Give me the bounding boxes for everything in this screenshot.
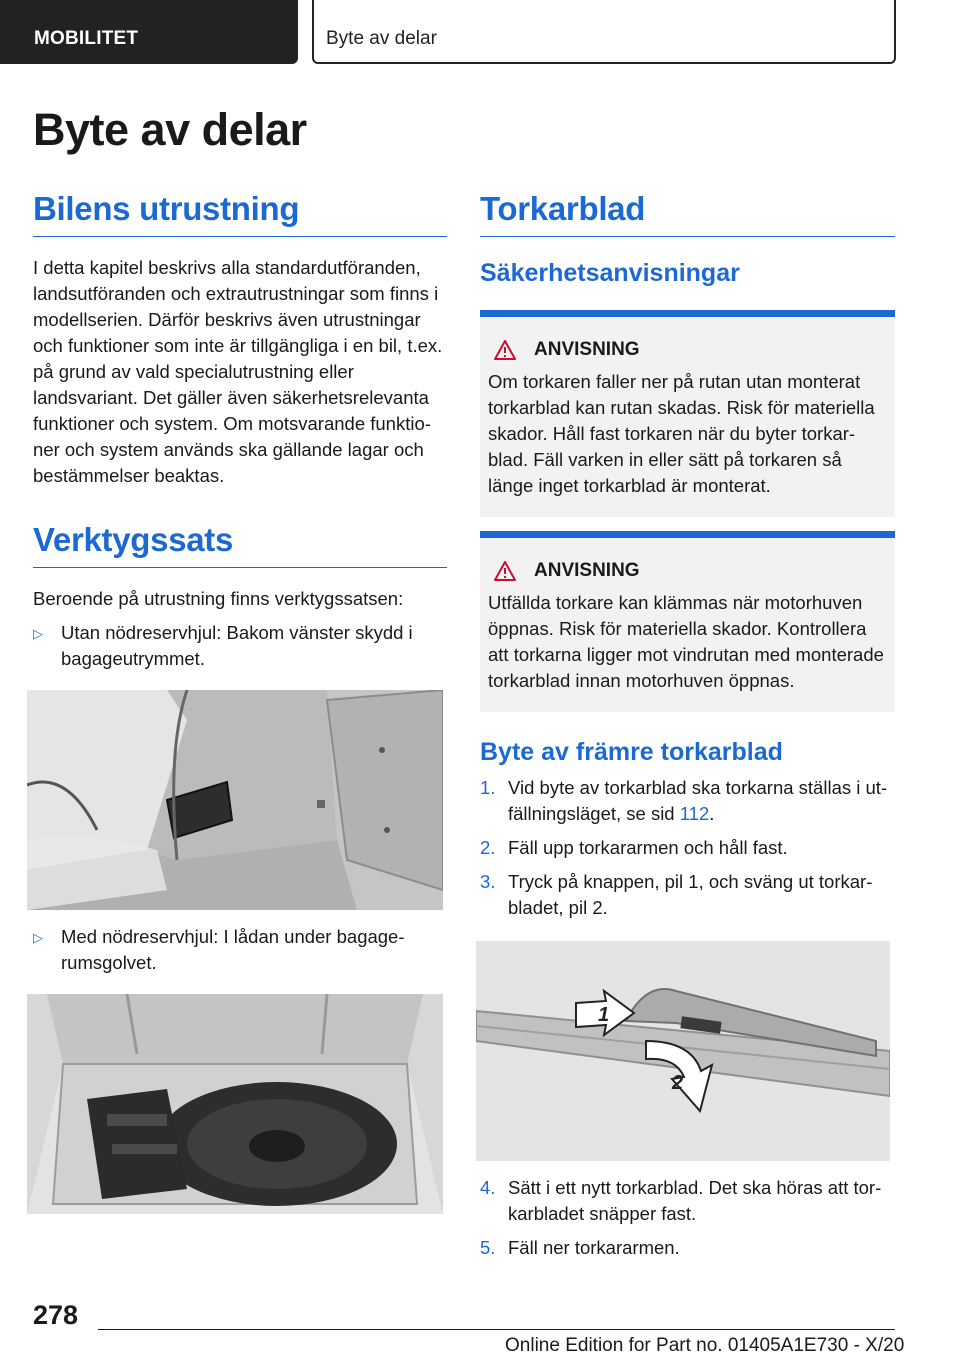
notice-text: Om torkaren faller ner på rutan utan monterat torkarblad kan rutan skadas. Risk för materiella skador. Håll fast torkaren när du byter torkarblad. Fäll varken in eller sätt på torkaren så länge inget torkarblad är monterat. [488, 371, 875, 496]
list-item [480, 835, 895, 861]
left-column [33, 190, 447, 1214]
heading-front-wiper: Byte av främre torkarblad [480, 738, 783, 766]
header-chapter-label: Byte av delar [326, 28, 437, 49]
right-column [480, 190, 895, 1261]
heading-safety-notes: Säkerhetsanvisningar [480, 259, 740, 287]
step-number: 3. [480, 871, 496, 892]
arrow-2-label: 2 [672, 1072, 684, 1094]
page-title: Byte av delar [33, 104, 307, 155]
spare-wheel-photo [27, 994, 443, 1214]
header-chapter-box [312, 0, 896, 64]
notice-text: Utfällda torkare kan klämmas när motorhuven öppnas. Risk för materiella skador. Kontrollera att torkarna ligger mot vindrutan med monterade torkarblad innan motorhuven öppnas. [488, 592, 884, 691]
step-number: 2. [480, 837, 496, 858]
step-number: 4. [480, 1177, 496, 1198]
warning-triangle-icon [494, 340, 516, 360]
arrow-1-label: 1 [598, 1004, 610, 1026]
list-item [480, 775, 895, 827]
notice-box [480, 310, 895, 517]
step-text: Vid byte av torkarblad ska torkarna ställas i utfällningsläget, se sid 112. [508, 777, 888, 824]
triangle-bullet-icon: ▷ [33, 626, 43, 641]
list-item [33, 620, 447, 672]
notice-label: ANVISNING [534, 560, 640, 581]
warning-triangle-icon [494, 561, 516, 581]
footer-edition: Online Edition for Part no. 01405A1E730 - X/20 [505, 1335, 905, 1356]
page-number: 278 [33, 1300, 79, 1330]
list-item [480, 1235, 895, 1261]
notice-box [480, 531, 895, 712]
spare-wheel-illustration [27, 994, 443, 1214]
step-text: Sätt i ett nytt torkarblad. Det ska höras att torkarbladet snäpper fast. [508, 1177, 882, 1224]
trunk-side-panel-photo [27, 690, 443, 910]
step-text: Tryck på knappen, pil 1, och sväng ut torkarbladet, pil 2. [508, 871, 873, 918]
list-item [480, 1175, 895, 1227]
step-number: 1. [480, 777, 496, 798]
bullet-text: Utan nödreservhjul: Bakom vänster skydd i bagageutrymmet. [61, 622, 413, 669]
wiper-blade-illustration [476, 941, 890, 1161]
wiper-blade-drawing [476, 941, 890, 1161]
heading-vehicle-equipment: Bilens utrustning [33, 190, 447, 237]
notice-label: ANVISNING [534, 339, 640, 360]
footer-divider [98, 1329, 895, 1330]
toolkit-intro: Beroende på utrustning finns verktygssatsen: [33, 588, 404, 609]
bullet-text: Med nödreservhjul: I lådan under bagagerumsgolvet. [61, 926, 405, 973]
step-number: 5. [480, 1237, 496, 1258]
list-item [480, 869, 895, 921]
trunk-side-panel-illustration [27, 690, 443, 910]
triangle-bullet-icon: ▷ [33, 930, 43, 945]
header-section-tab [0, 0, 298, 64]
heading-wiper-blades: Torkarblad [480, 190, 895, 237]
step-text: Fäll ner torkararmen. [508, 1237, 680, 1258]
page-link[interactable]: 112 [679, 803, 710, 824]
heading-toolkit: Verktygssats [33, 521, 447, 568]
list-item [33, 924, 447, 976]
header-section-label: MOBILITET [34, 28, 139, 49]
equipment-paragraph: I detta kapitel beskrivs alla standardutföranden, landsutföranden och extrautrustningar som finns i modellserien. Därför beskrivs även utrustningar och funktioner som inte är tillgängliga i en bil, t.ex. på grund av vald specialutrustning eller landsvariant. Det gäller även säkerhetsrelevanta funktioner och system. Om motsvarande funktioner och system används ska gällande lagar och bestämmelser beaktas. [33, 257, 443, 486]
step-text: Fäll upp torkararmen och håll fast. [508, 837, 788, 858]
